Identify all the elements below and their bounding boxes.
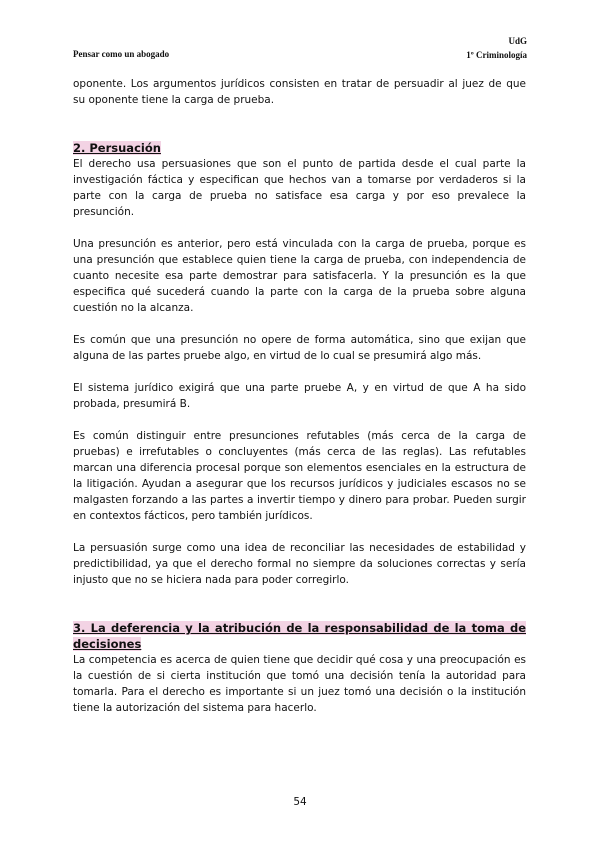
section-2-paragraph: La persuasión surge como una idea de reconciliar las necesidades de estabilidad y predictibilidad, ya que el derecho formal no siempre da soluciones correctas y sería injusto que no se hiciera nada para poder corregirlo. bbox=[73, 542, 526, 586]
section-2-paragraph: Es común que una presunción no opere de forma automática, sino que exijan que alguna de las partes pruebe algo, en virtud de lo cual se presumirá algo más. bbox=[73, 334, 526, 362]
page-body bbox=[73, 76, 526, 716]
header-institution: UdG bbox=[508, 36, 527, 46]
section-2-paragraph: El derecho usa persuasiones que son el punto de partida desde el cual parte la investigación fáctica y especifican que hechos van a tomarse por verdaderos si la parte con la carga de prueba no satisface esa carga y por eso prevalece la presunción. bbox=[73, 158, 526, 218]
section-2-paragraph: Una presunción es anterior, pero está vinculada con la carga de prueba, porque es una presunción que establece quien tiene la carga de prueba, con independencia de cuanto necesite esa parte demostrar para satisfacerla. Y la presunción es la que especifica qué sucederá cuando la parte con la carga de la prueba sobre alguna cuestión no la alcanza. bbox=[73, 238, 526, 314]
section-2-heading-text: 2. Persuación bbox=[73, 141, 161, 155]
header-course: 1º Criminología bbox=[466, 50, 527, 60]
header-doc-title: Pensar como un abogado bbox=[73, 49, 170, 59]
section-3-heading-text: 3. La deferencia y la atribución de la responsabilidad de la toma de decisiones bbox=[73, 621, 526, 651]
section-2-heading bbox=[73, 140, 526, 156]
section-3-paragraph: La competencia es acerca de quien tiene que decidir qué cosa y una preocupación es la cuestión de si cierta institución que tomó una decisión tenía la autoridad para tomarla. Para el derecho es importante si un juez tomó una decisión o la institución tiene la autorización del sistema para hacerlo. bbox=[73, 654, 526, 714]
page-number: 54 bbox=[293, 796, 307, 808]
section-2-paragraph: El sistema jurídico exigirá que una parte pruebe A, y en virtud de que A ha sido probada, presumirá B. bbox=[73, 382, 526, 410]
intro-paragraph: oponente. Los argumentos jurídicos consisten en tratar de persuadir al juez de que su oponente tiene la carga de prueba. bbox=[73, 78, 526, 106]
header-right bbox=[466, 34, 527, 62]
section-3-heading bbox=[73, 620, 526, 652]
section-2-paragraph: Es común distinguir entre presunciones refutables (más cerca de la carga de pruebas) e irrefutables o concluyentes (más cerca de las reglas). Las refutables marcan una diferencia procesal porque son elementos esenciales en la estructura de la litigación. Ayudan a asegurar que los recursos jurídicos y judiciales escasos no se malgasten forzando a las partes a invertir tiempo y dinero para probar. Pueden surgir en contextos fácticos, pero también jurídicos. bbox=[73, 430, 526, 522]
